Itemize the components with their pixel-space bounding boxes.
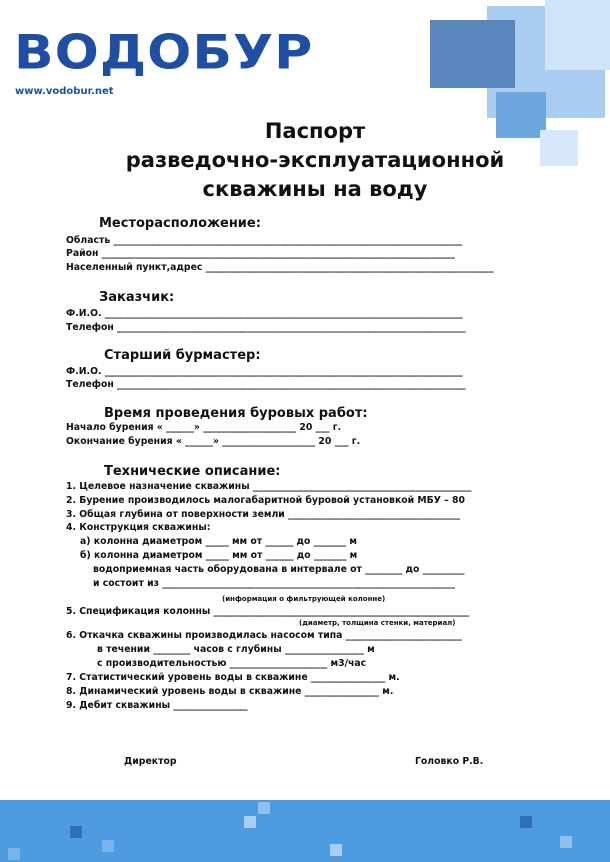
tech-item-6b: с производительностью _____________________ м3/час [97,658,367,669]
tech-item-4d: и состоит из _______________________________________________________________ [93,578,456,589]
brand-site: www.vodobur.net [15,86,114,97]
location-heading: Месторасположение: [99,216,261,231]
footer-square [244,816,256,828]
customer-heading: Заказчик: [99,290,175,305]
tech-item-1: 1. Целевое назначение скважины _______________________________________________ [66,481,472,492]
field-master-phone: Телефон ___________________________________________________________________________ [66,379,466,390]
tech-item-2: 2. Бурение производилось малогабаритной буровой установкой МБУ – 80 [66,495,465,506]
tech-item-4-note: (информация о фильтрующей колонне) [222,595,386,603]
technical-heading: Технические описание: [104,464,281,479]
tech-item-5-note: (диаметр, толщина стенки, материал) [299,619,456,627]
field-customer-name: Ф.И.О. _____________________________________________________________________________ [66,308,463,319]
footer-band [0,800,610,862]
signature-role: Директор [124,756,177,767]
tech-item-4b: б) колонна диаметром _____ мм от ______ до _______ м [80,550,358,561]
field-drilling-end: Окончание бурения « ______» ____________________ 20 ___ г. [66,436,361,447]
tech-item-5: 5. Спецификация колонны _______________________________________________________ [66,606,470,617]
field-settlement: Населенный пункт,адрес ______________________________________________________________ [66,262,494,273]
tech-item-4: 4. Конструкция скважины: [66,522,211,533]
title-line-3: скважины на воду [202,177,428,201]
title-line-1: Паспорт [264,119,366,143]
field-drilling-start: Начало бурения « ______» ____________________ 20 ___ г. [66,422,342,433]
field-customer-phone: Телефон ___________________________________________________________________________ [66,322,466,333]
field-master-name: Ф.И.О. _____________________________________________________________________________ [66,366,463,377]
master-heading: Старший бурмастер: [104,348,261,363]
field-district: Район ____________________________________________________________________________ [66,248,455,259]
decor-square-light [545,0,610,70]
brand-logo: ВОДОБУР [14,26,314,81]
tech-item-8: 8. Динамический уровень воды в скважине ________________ м. [66,686,394,697]
footer-square [520,816,532,828]
footer-square [330,844,342,856]
footer-square [8,848,20,860]
tech-item-4a: а) колонна диаметром _____ мм от ______ до _______ м [80,536,358,547]
footer-square [560,836,572,848]
tech-item-7: 7. Статистический уровень воды в скважине ________________ м. [66,672,400,683]
tech-item-3: 3. Общая глубина от поверхности земли _____________________________________ [66,509,461,520]
title-line-2: разведочно-эксплуатационной [125,148,505,172]
footer-square [102,840,114,852]
tech-item-6: 6. Откачка скважины производилась насосом типа _________________________ [66,630,462,641]
drilling-time-heading: Время проведения буровых работ: [104,406,368,421]
signature-name: Головко Р.В. [415,756,484,767]
decor-square-dark [430,20,515,88]
field-region: Область ___________________________________________________________________________ [66,235,463,246]
footer-square [258,802,270,814]
tech-item-4c: водоприемная часть оборудована в интервале от ________ до _________ [93,564,465,575]
tech-item-9: 9. Дебит скважины ________________ [66,700,248,711]
footer-square [70,826,82,838]
tech-item-6a: в течении ________ часов с глубины _________________ м [97,644,375,655]
